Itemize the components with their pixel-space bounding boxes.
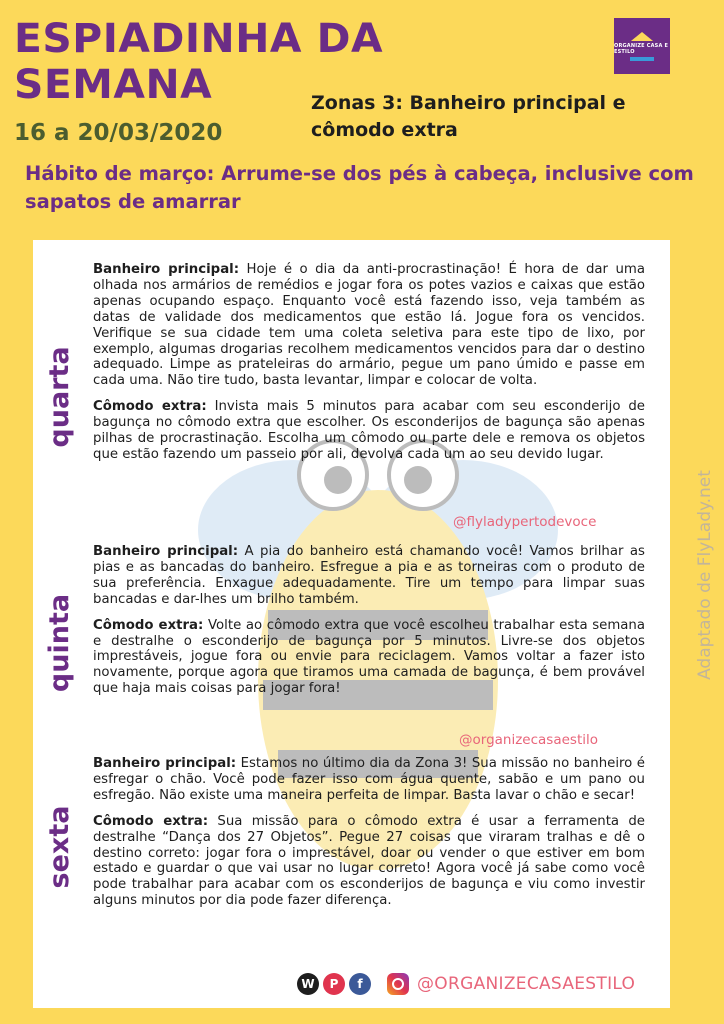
task-text: Hoje é o dia da anti-procrastinação! É hora de dar uma olhada nos armários de remédios e jogar fora os potes vazios e caixas que estão apenas ocupando espaço. Enquanto você está fazendo isso, veja também as datas de validade dos medicamentos que estão lá. Jogue fora os vencidos. Verifique se sua cidade tem uma coleta seletiva para este tipo de lixo, por exemplo, algumas drogarias recolhem medicamentos vencidos para dar o destino adequado. Limpe as prateleiras do armário, pegue um pano úmido e passe em cada uma. Não tire tudo, basta levantar, limpar e colocar de volta. [93,262,645,389]
task-paragraph [93,618,645,698]
task-paragraph [93,399,645,463]
logo-wordmark: ORGANIZE CASA E ESTILO [614,42,669,55]
day-label-quarta: quarta [44,346,75,448]
task-text: Volte ao cômodo extra que você escolheu trabalhar esta semana e destralhe o esconderijo de bagunça por 5 minutos. Livre-se dos objetos imprestáveis, jogue fora ou envie para reciclagem. Vamos voltar a fazer isto novamente, porque agora que tiramos uma camada de bagunça, é bem provável que haja mais coisas para jogar fora! [93,617,645,697]
task-heading: Banheiro principal: [93,544,239,559]
schedule-card [33,240,670,1008]
logo-bar [630,57,654,61]
task-heading: Banheiro principal: [93,262,240,277]
day-label-quinta: quinta [44,593,75,693]
brand-logo [614,18,670,74]
side-credit: Adaptado de FlyLady.net [695,470,715,680]
task-paragraph [93,756,645,804]
instagram-handle[interactable]: @ORGANIZECASAESTILO [417,974,636,994]
task-paragraph [93,814,645,909]
task-text: A pia do banheiro está chamando você! Vamos brilhar as pias e as bancadas do banheiro. Esfregue a pia e as torneiras com o produto de sua preferência. Enxague adequadamente. Tire um tempo para limpar suas bancadas e dar-lhes um brilho também. [93,544,645,607]
task-paragraph [93,262,645,389]
task-heading: Cômodo extra: [93,399,207,415]
day-block-quarta [93,262,645,473]
house-roof-icon [631,32,653,41]
task-text: Sua missão para o cômodo extra é usar a ferramenta de destralhe “Dança dos 27 Objetos”. Pegue 27 coisas que viraram tralhas e dê o destino correto: jogar fora o imprestável, doar ou vender o que estiver em bom estado e guardar o que vai usar no lugar correto! Agora você já sabe como você pode trabalhar para acabar com os esconderijos de bagunça e viu como investir alguns minutos por dia pode fazer diferença. [93,813,645,909]
instagram-icon[interactable] [387,973,409,995]
handle-flylady: @flyladypertodevoce [453,514,597,530]
task-text: Estamos no último dia da Zona 3! Sua missão no banheiro é esfregar o chão. Você pode fazer isso com água quente, sabão e um pano ou esfregão. Não existe uma maneira perfeita de limpar. Basta lavar o chão e secar! [93,756,645,803]
pinterest-icon[interactable]: P [323,973,345,995]
zone-heading: Zonas 3: Banheiro principal e cômodo extra [311,92,626,141]
title-line-1: ESPIADINHA DA [14,16,384,62]
day-block-quinta [93,544,645,707]
handle-organize: @organizecasaestilo [459,732,599,748]
facebook-icon[interactable]: f [349,973,371,995]
title-line-2: SEMANA [14,62,213,108]
task-heading: Cômodo extra: [93,813,209,829]
task-paragraph [93,544,645,608]
wordpress-icon[interactable]: W [297,973,319,995]
monthly-habit: Hábito de março: Arrume-se dos pés à cabeça, inclusive com sapatos de amarrar [25,162,694,213]
task-text: Invista mais 5 minutos para acabar com seu esconderijo de bagunça no cômodo extra que escolher. Os esconderijos de bagunça são apenas pilhas de procrastinação. Escolha um cômodo ou parte dele e remova os objetos que estão fazendo um passeio por ali, devolva cada um ao seu devido lugar. [93,399,645,462]
social-footer [297,972,635,996]
day-block-sexta [93,756,645,919]
day-label-sexta: sexta [44,805,75,889]
task-heading: Banheiro principal: [93,756,237,771]
task-heading: Cômodo extra: [93,617,204,633]
week-dates: 16 a 20/03/2020 [14,120,223,146]
